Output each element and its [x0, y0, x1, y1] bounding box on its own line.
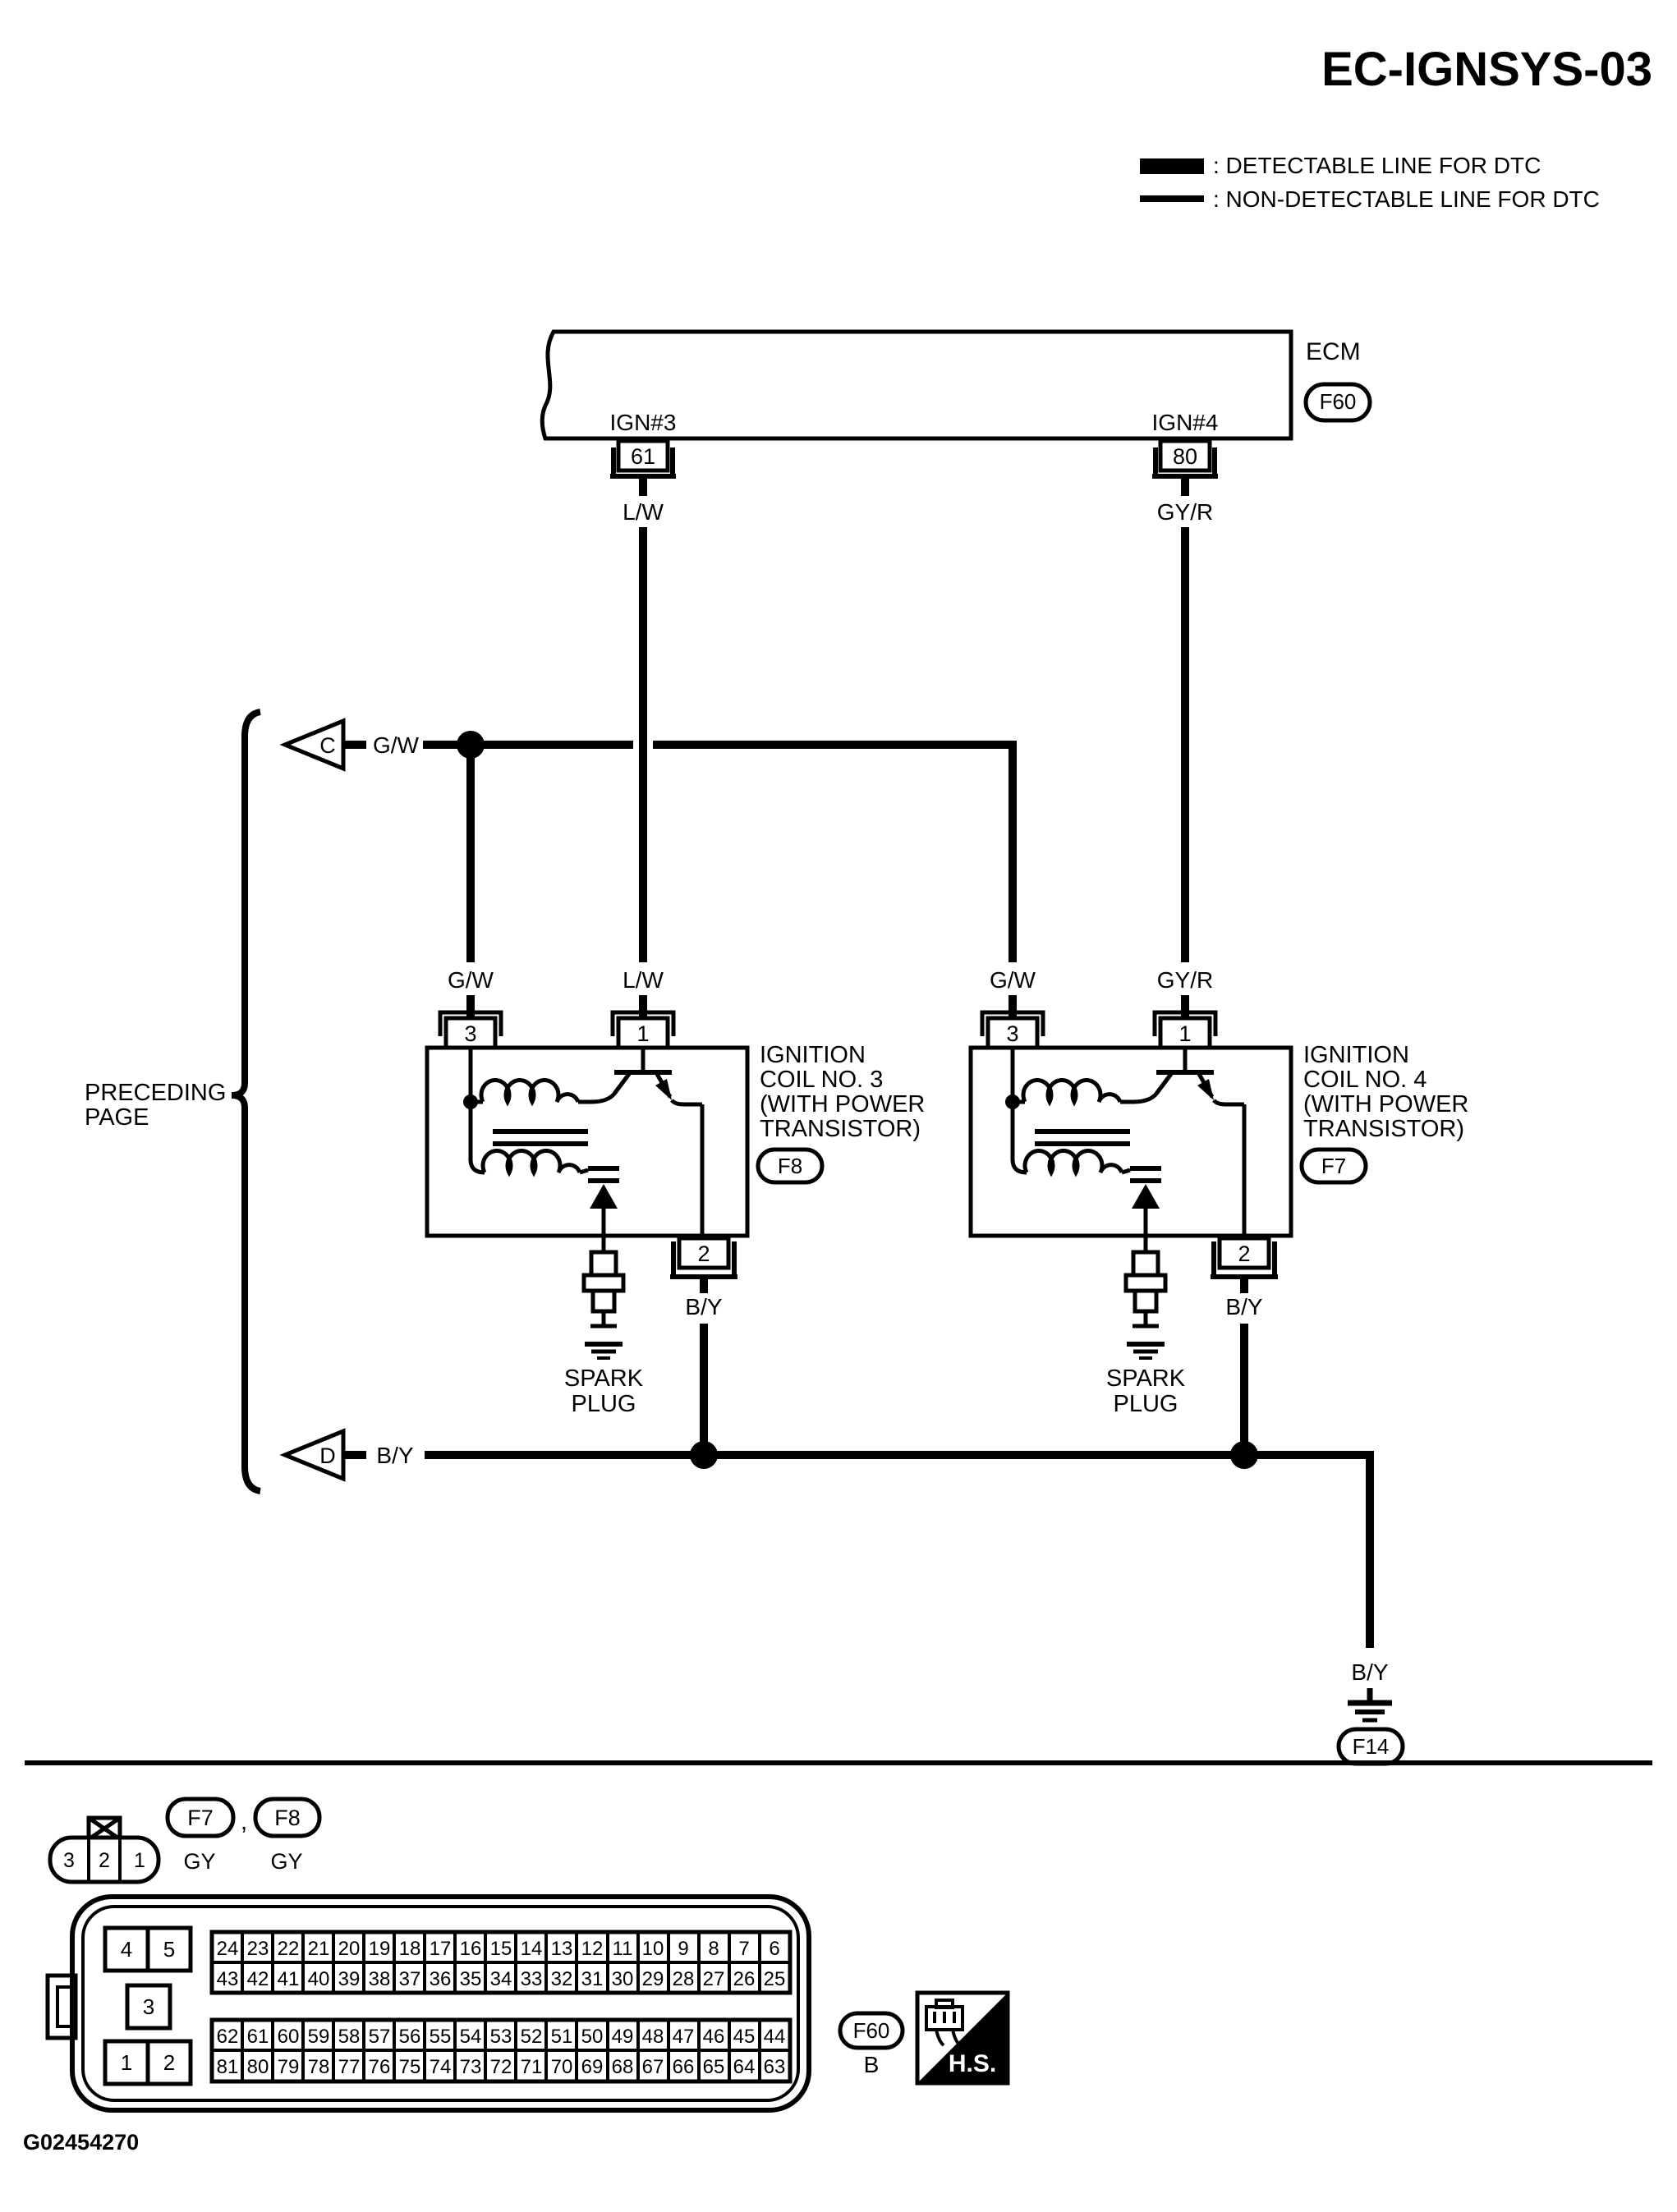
wire-label-lw-top: L/W	[623, 499, 664, 525]
grid-cell: 33	[520, 1968, 543, 1990]
grid-cell: 51	[550, 2026, 573, 2048]
coil4-name-line1: IGNITION	[1303, 1042, 1409, 1068]
coil4-emitter-arrow-icon	[1197, 1079, 1214, 1100]
legend-detectable-line-sample	[1140, 158, 1204, 174]
coil3-sparkplug-top	[591, 1252, 616, 1275]
wire-label-by-d: B/Y	[376, 1443, 414, 1468]
grid-cell: 71	[520, 2056, 543, 2078]
grid-cell: 26	[733, 1968, 756, 1990]
coil4-name-line3: (WITH POWER	[1303, 1091, 1469, 1117]
wire-label-by-coil4: B/Y	[1225, 1294, 1263, 1319]
page-arrow-d-letter: D	[319, 1443, 336, 1468]
grid-cell: 40	[307, 1968, 330, 1990]
footer-f8-color: GY	[270, 1849, 303, 1874]
grid-cell: 16	[459, 1938, 482, 1960]
pin-connector-pin3: 3	[63, 1849, 75, 1872]
pin-connector-pin2: 2	[99, 1849, 110, 1872]
grid-cell: 72	[489, 2056, 512, 2078]
grid-cell: 22	[277, 1938, 300, 1960]
grid-cell: 10	[641, 1938, 664, 1960]
grid-cell: 65	[702, 2056, 725, 2078]
grid-cell: 53	[489, 2026, 512, 2048]
grid-cell: 61	[246, 2026, 269, 2048]
page-arrow-c-letter: C	[319, 733, 336, 758]
wire-label-lw-coil3: L/W	[623, 967, 664, 993]
grid-cell: 45	[733, 2026, 756, 2048]
preceding-page-line1: PRECEDING	[85, 1080, 227, 1106]
ecm-face-num5: 5	[163, 1937, 176, 1962]
coil4-pin2-number: 2	[1238, 1241, 1251, 1266]
coil4-collector-link	[1120, 1074, 1171, 1102]
grid-cell: 56	[398, 2026, 421, 2048]
wire-label-gw-coil4: G/W	[990, 967, 1036, 993]
ecm-connector-id: F60	[1319, 389, 1357, 414]
grid-cell: 19	[368, 1938, 391, 1960]
coil4-gap-arrow-icon	[1132, 1184, 1160, 1209]
grid-cell: 55	[429, 2026, 452, 2048]
coil3-emitter-arrow-icon	[655, 1079, 672, 1100]
ecm-face-num4: 4	[120, 1937, 133, 1962]
grid-cell: 60	[277, 2026, 300, 2048]
grid-cell: 11	[612, 1938, 633, 1960]
grid-cell: 21	[307, 1938, 330, 1960]
grid-cell: 6	[769, 1938, 780, 1960]
grid-cell: 25	[763, 1968, 786, 1990]
coil3-gap-arrow-icon	[590, 1184, 618, 1209]
grid-cell: 62	[216, 2026, 239, 2048]
grid-cell: 75	[398, 2056, 421, 2078]
coil4-pin1-number: 1	[1178, 1021, 1192, 1046]
grid-cell: 63	[763, 2056, 786, 2078]
grid-cell: 70	[550, 2056, 573, 2078]
grid-cell: 68	[611, 2056, 634, 2078]
grid-cell: 46	[702, 2026, 725, 2048]
grid-cell: 29	[641, 1968, 664, 1990]
grid-cell: 41	[277, 1968, 300, 1990]
grid-cell: 8	[708, 1938, 719, 1960]
wire-label-by-ground: B/Y	[1351, 1659, 1389, 1685]
legend-detectable-label: : DETECTABLE LINE FOR DTC	[1213, 153, 1541, 178]
grid-cell: 81	[216, 2056, 239, 2078]
wire-label-gyr-coil4: GY/R	[1156, 967, 1214, 993]
coil4-sparkplug-label2: PLUG	[1113, 1391, 1178, 1417]
grid-cell: 67	[641, 2056, 664, 2078]
grid-cell: 78	[307, 2056, 330, 2078]
grid-cell: 58	[338, 2026, 361, 2048]
wire-label-gw-c: G/W	[373, 732, 419, 758]
coil4-secondary-link	[1122, 1170, 1130, 1173]
grid-cell: 36	[429, 1968, 452, 1990]
grid-cell: 79	[277, 2056, 300, 2078]
page-title: EC-IGNSYS-03	[1321, 43, 1652, 96]
coil3-transistor-collector	[614, 1074, 629, 1094]
coil4-sparkplug-label1: SPARK	[1105, 1365, 1186, 1392]
grid-cell: 66	[672, 2056, 695, 2078]
coil3-pin1-number: 1	[636, 1021, 650, 1046]
wire-label-by-coil3: B/Y	[685, 1294, 723, 1319]
grid-cell: 42	[246, 1968, 269, 1990]
coil3-pin2-number: 2	[697, 1241, 710, 1266]
grid-cell: 43	[216, 1968, 239, 1990]
grid-cell: 32	[550, 1968, 573, 1990]
grid-cell: 69	[581, 2056, 604, 2078]
coil4-transistor-collector	[1156, 1074, 1171, 1094]
grid-cell: 27	[702, 1968, 725, 1990]
figure-id: G02454270	[23, 2130, 140, 2155]
grid-cell: 37	[398, 1968, 421, 1990]
footer-comma: ,	[240, 1808, 248, 1835]
footer-f8-id: F8	[274, 1806, 301, 1830]
coil4-name-line4: TRANSISTOR)	[1303, 1116, 1465, 1142]
grid-cell: 18	[398, 1938, 421, 1960]
grid-cell: 47	[672, 2026, 695, 2048]
coil4-name-line2: COIL NO. 4	[1303, 1067, 1427, 1093]
coil3-collector-link	[578, 1074, 629, 1102]
grid-cell: 54	[459, 2026, 482, 2048]
coil3-name-line1: IGNITION	[760, 1042, 866, 1068]
ecm-ign3-label: IGN#3	[609, 410, 677, 435]
ecm-face-num1: 1	[120, 2050, 133, 2075]
grid-cell: 77	[338, 2056, 361, 2078]
footer-f60-id: F60	[852, 2018, 890, 2043]
coil3-connector-id: F8	[777, 1154, 803, 1178]
ecm-pin80-number: 80	[1172, 444, 1198, 469]
coil3-emitter-link	[672, 1100, 702, 1104]
ecm-face-num3: 3	[142, 1994, 155, 2019]
preceding-page-brace	[232, 712, 260, 1491]
grid-cell: 24	[216, 1938, 239, 1960]
coil4-secondary-winding-icon	[1025, 1151, 1122, 1173]
grid-cell: 52	[520, 2026, 543, 2048]
legend-nondetectable-label: : NON-DETECTABLE LINE FOR DTC	[1213, 186, 1600, 212]
grid-cell: 50	[581, 2026, 604, 2048]
grid-cell: 64	[733, 2056, 756, 2078]
ecm-label: ECM	[1306, 338, 1361, 365]
grid-cell: 17	[429, 1938, 452, 1960]
coil3-name-line3: (WITH POWER	[760, 1091, 926, 1117]
grid-cell: 13	[550, 1938, 573, 1960]
coil3-pin3-number: 3	[464, 1021, 477, 1046]
coil4-sparkplug-hex	[1126, 1275, 1165, 1291]
grid-cell: 39	[338, 1968, 361, 1990]
wire-label-gw-coil3: G/W	[448, 967, 494, 993]
coil4-sparkplug-body	[1135, 1291, 1156, 1311]
coil3-secondary-winding-icon	[483, 1151, 580, 1173]
coil3-sparkplug-body	[593, 1291, 614, 1311]
coil4-pin3-number: 3	[1006, 1021, 1019, 1046]
coil3-sparkplug-label1: SPARK	[563, 1365, 644, 1392]
preceding-page-line2: PAGE	[85, 1104, 149, 1131]
coil3-name-line2: COIL NO. 3	[760, 1067, 884, 1093]
legend-nondetectable-line-sample	[1140, 195, 1204, 202]
coil3-secondary-link	[580, 1170, 588, 1173]
wire-label-gyr-top: GY/R	[1156, 499, 1214, 525]
coil3-name-line4: TRANSISTOR)	[760, 1116, 921, 1142]
footer-f7-id: F7	[187, 1806, 214, 1830]
coil3-sparkplug-hex	[584, 1275, 623, 1291]
coil4-sparkplug-top	[1133, 1252, 1158, 1275]
grid-cell: 44	[763, 2026, 786, 2048]
grid-cell: 35	[459, 1968, 482, 1990]
footer-f60-suffix: B	[863, 2052, 880, 2077]
coil4-connector-id: F7	[1321, 1154, 1347, 1178]
coil3-sparkplug-label2: PLUG	[571, 1391, 636, 1417]
grid-cell: 30	[611, 1968, 634, 1990]
grid-cell: 57	[368, 2026, 391, 2048]
grid-cell: 28	[672, 1968, 695, 1990]
grid-cell: 23	[246, 1938, 269, 1960]
junction-dot-by-coil4	[1230, 1441, 1258, 1469]
grid-cell: 73	[459, 2056, 482, 2078]
grid-cell: 31	[581, 1968, 604, 1990]
grid-cell: 80	[246, 2056, 269, 2078]
coil4-emitter-link	[1214, 1100, 1244, 1104]
grid-cell: 59	[307, 2026, 330, 2048]
hs-badge-label: H.S.	[948, 2050, 997, 2077]
grid-cell: 15	[489, 1938, 512, 1960]
grid-cell: 38	[368, 1968, 391, 1990]
grid-cell: 7	[738, 1938, 750, 1960]
grid-cell: 14	[520, 1938, 543, 1960]
pin-connector-pin1: 1	[134, 1849, 145, 1872]
ecm-face-num2: 2	[163, 2050, 176, 2075]
footer-f7-color: GY	[183, 1849, 216, 1874]
coil4-primary-winding-icon	[1023, 1081, 1120, 1102]
ground-connector-id: F14	[1352, 1734, 1390, 1759]
ecm-ign4-label: IGN#4	[1151, 410, 1219, 435]
grid-cell: 34	[489, 1968, 512, 1990]
grid-cell: 48	[641, 2026, 664, 2048]
ecm-pin61-number: 61	[630, 444, 656, 469]
grid-cell: 49	[611, 2026, 634, 2048]
junction-dot-by-coil3	[690, 1441, 718, 1469]
coil3-primary-winding-icon	[481, 1081, 578, 1102]
grid-cell: 12	[581, 1938, 604, 1960]
grid-cell: 9	[678, 1938, 689, 1960]
grid-cell: 20	[338, 1938, 361, 1960]
grid-cell: 74	[429, 2056, 452, 2078]
grid-cell: 76	[368, 2056, 391, 2078]
